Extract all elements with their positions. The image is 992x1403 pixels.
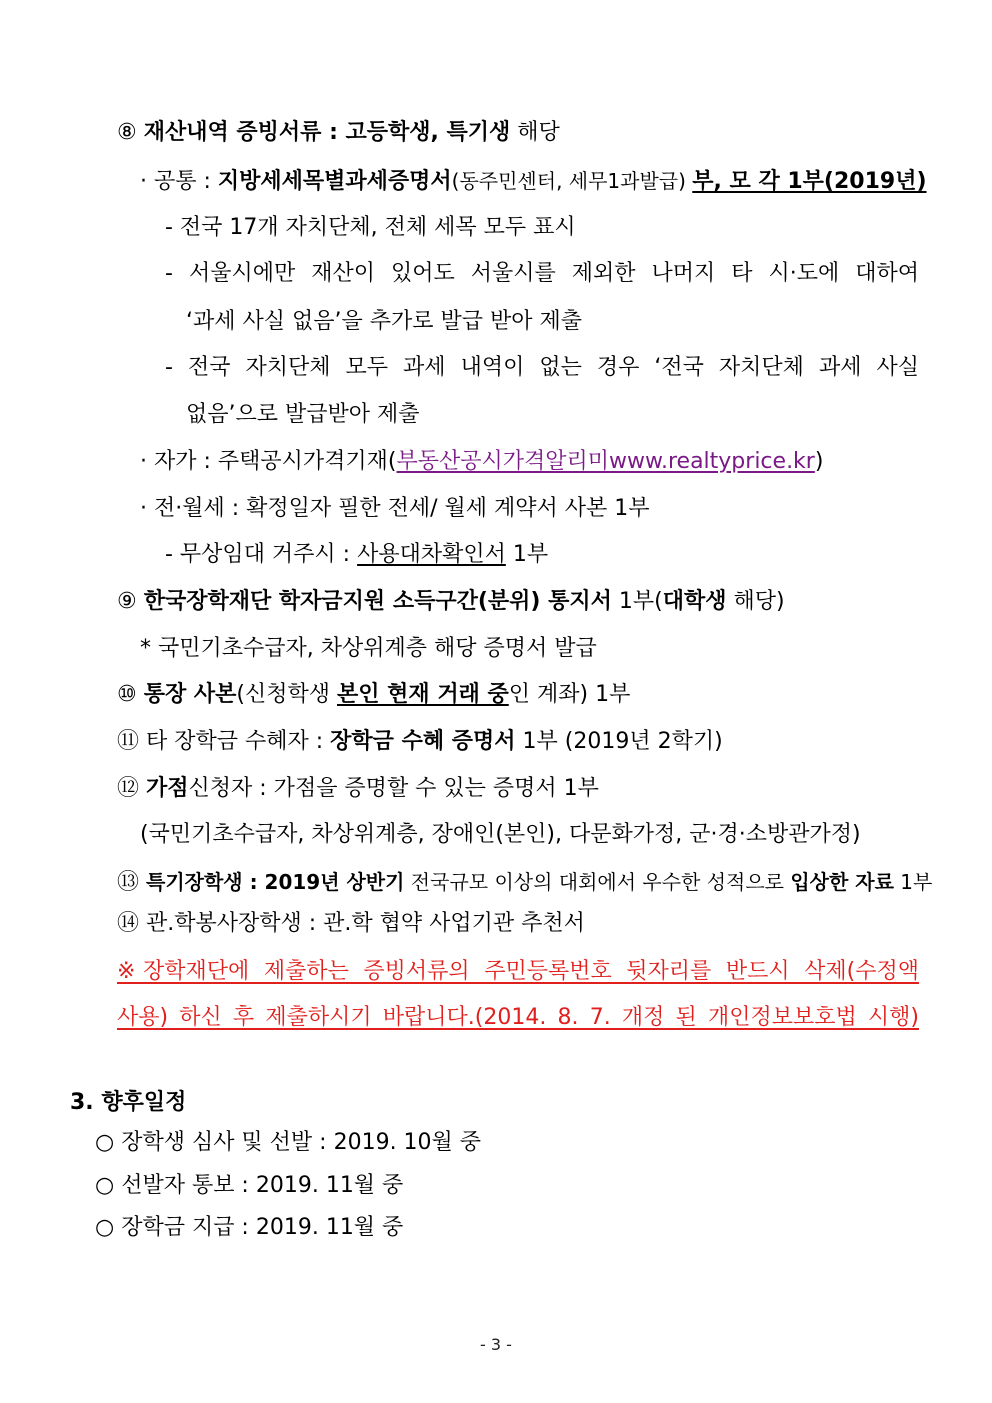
common-bullet: · 공통 : — [140, 169, 218, 194]
item9-title: 한국장학재단 학자금지원 소득구간(분위) 통지서 — [143, 589, 612, 614]
item8-own-home — [140, 447, 823, 477]
item-number: ⑪ — [117, 729, 140, 754]
item13-suffix: 1부 — [893, 870, 933, 894]
item12-bold: 가점 — [146, 776, 189, 801]
item10-mid: (신청학생 — [236, 682, 337, 707]
item8-note-2: - 서울시에만 재산이 있어도 서울시를 제외한 나머지 타 시·도에 대하여 — [165, 261, 919, 286]
item8-free-rent — [165, 540, 548, 570]
own-prefix: · 자가 : 주택공시가격기재( — [140, 449, 397, 474]
item8-heading — [117, 118, 560, 148]
item13-title: 특기장학생 : 2019년 상반기 — [146, 870, 405, 894]
item13-mid: 전국규모 이상의 대회에서 우수한 성적으로 — [404, 870, 791, 894]
item11-heading — [117, 727, 723, 757]
item9-mid: 1부( — [611, 589, 663, 614]
schedule-item: ○ 장학생 심사 및 선발 : 2019. 10월 중 — [95, 1130, 482, 1155]
item13-heading — [117, 867, 932, 897]
schedule-item: ○ 장학금 지급 : 2019. 11월 중 — [95, 1215, 404, 1240]
item11-doc: 장학금 수혜 증명서 — [330, 729, 516, 754]
item12-heading — [117, 774, 599, 804]
item8-suffix: 해당 — [510, 120, 560, 145]
item12-note: (국민기초수급자, 차상위계층, 장애인(본인), 다문화가정, 군·경·소방관가정) — [140, 822, 861, 847]
free-prefix: - 무상임대 거주시 : — [165, 542, 358, 567]
item10-suffix: 인 계좌) 1부 — [508, 682, 631, 707]
schedule-item: ○ 선발자 통보 : 2019. 11월 중 — [95, 1173, 404, 1198]
item9-suffix: 해당) — [726, 589, 785, 614]
item-number: ⑩ — [117, 682, 137, 707]
item8-note-1: - 전국 17개 자치단체, 전체 세목 모두 표시 — [165, 215, 576, 240]
item14-text: 관.학봉사장학생 : 관.학 협약 사업기관 추천서 — [146, 911, 585, 936]
item8-rent: · 전·월세 : 확정일자 필한 전세/ 월세 계약서 사본 1부 — [140, 496, 650, 521]
item10-emph: 본인 현재 거래 중 — [337, 682, 509, 707]
item9-bold: 대학생 — [662, 589, 727, 614]
free-doc: 사용대차확인서 — [357, 542, 506, 567]
common-copies: 부, 모 각 1부(2019년) — [692, 169, 927, 194]
common-issuer: (동주민센터, 세무1과발급) — [451, 169, 693, 193]
item12-text: 신청자 : 가점을 증명할 수 있는 증명서 1부 — [188, 776, 599, 801]
item-number: ⑫ — [117, 776, 140, 801]
warning-line-1: ※장학재단에 제출하는 증빙서류의 주민등록번호 뒷자리를 반드시 삭제(수정액 — [117, 959, 919, 984]
item-number: ⑭ — [117, 911, 140, 936]
item8-note-3-cont: 없음’으로 발급받아 제출 — [186, 402, 420, 427]
item10-heading — [117, 680, 630, 710]
realtyprice-link[interactable]: 부동산공시가격알리미www.realtyprice.kr — [396, 449, 815, 474]
page-number: - 3 - — [480, 1335, 512, 1354]
item8-common — [140, 166, 927, 196]
item9-note: * 국민기초수급자, 차상위계층 해당 증명서 발급 — [140, 636, 597, 661]
item-number: ⑨ — [117, 589, 137, 614]
item11-prefix: 타 장학금 수혜자 : — [146, 729, 331, 754]
own-suffix: ) — [814, 449, 824, 474]
item9-heading — [117, 587, 785, 617]
item14-heading — [117, 909, 585, 939]
warning-line-2: 사용) 하신 후 제출하시기 바랍니다.(2014. 8. 7. 개정 된 개인정보보호법 시행) — [117, 1005, 919, 1030]
item8-title: 재산내역 증빙서류 : 고등학생, 특기생 — [143, 120, 511, 145]
item8-note-2-cont: ‘과세 사실 없음’을 추가로 발급 받아 제출 — [186, 309, 582, 334]
item-number: ⑧ — [117, 120, 137, 145]
free-suffix: 1부 — [505, 542, 549, 567]
item11-suffix: 1부 (2019년 2학기) — [515, 729, 723, 754]
common-doc: 지방세세목별과세증명서 — [217, 169, 452, 194]
item10-title: 통장 사본 — [143, 682, 237, 707]
item-number: ⑬ — [117, 870, 140, 895]
item13-bold: 입상한 자료 — [790, 870, 894, 894]
section3-title: 3. 향후일정 — [70, 1090, 187, 1115]
item8-note-3: - 전국 자치단체 모두 과세 내역이 없는 경우 ‘전국 자치단체 과세 사실 — [165, 355, 919, 380]
